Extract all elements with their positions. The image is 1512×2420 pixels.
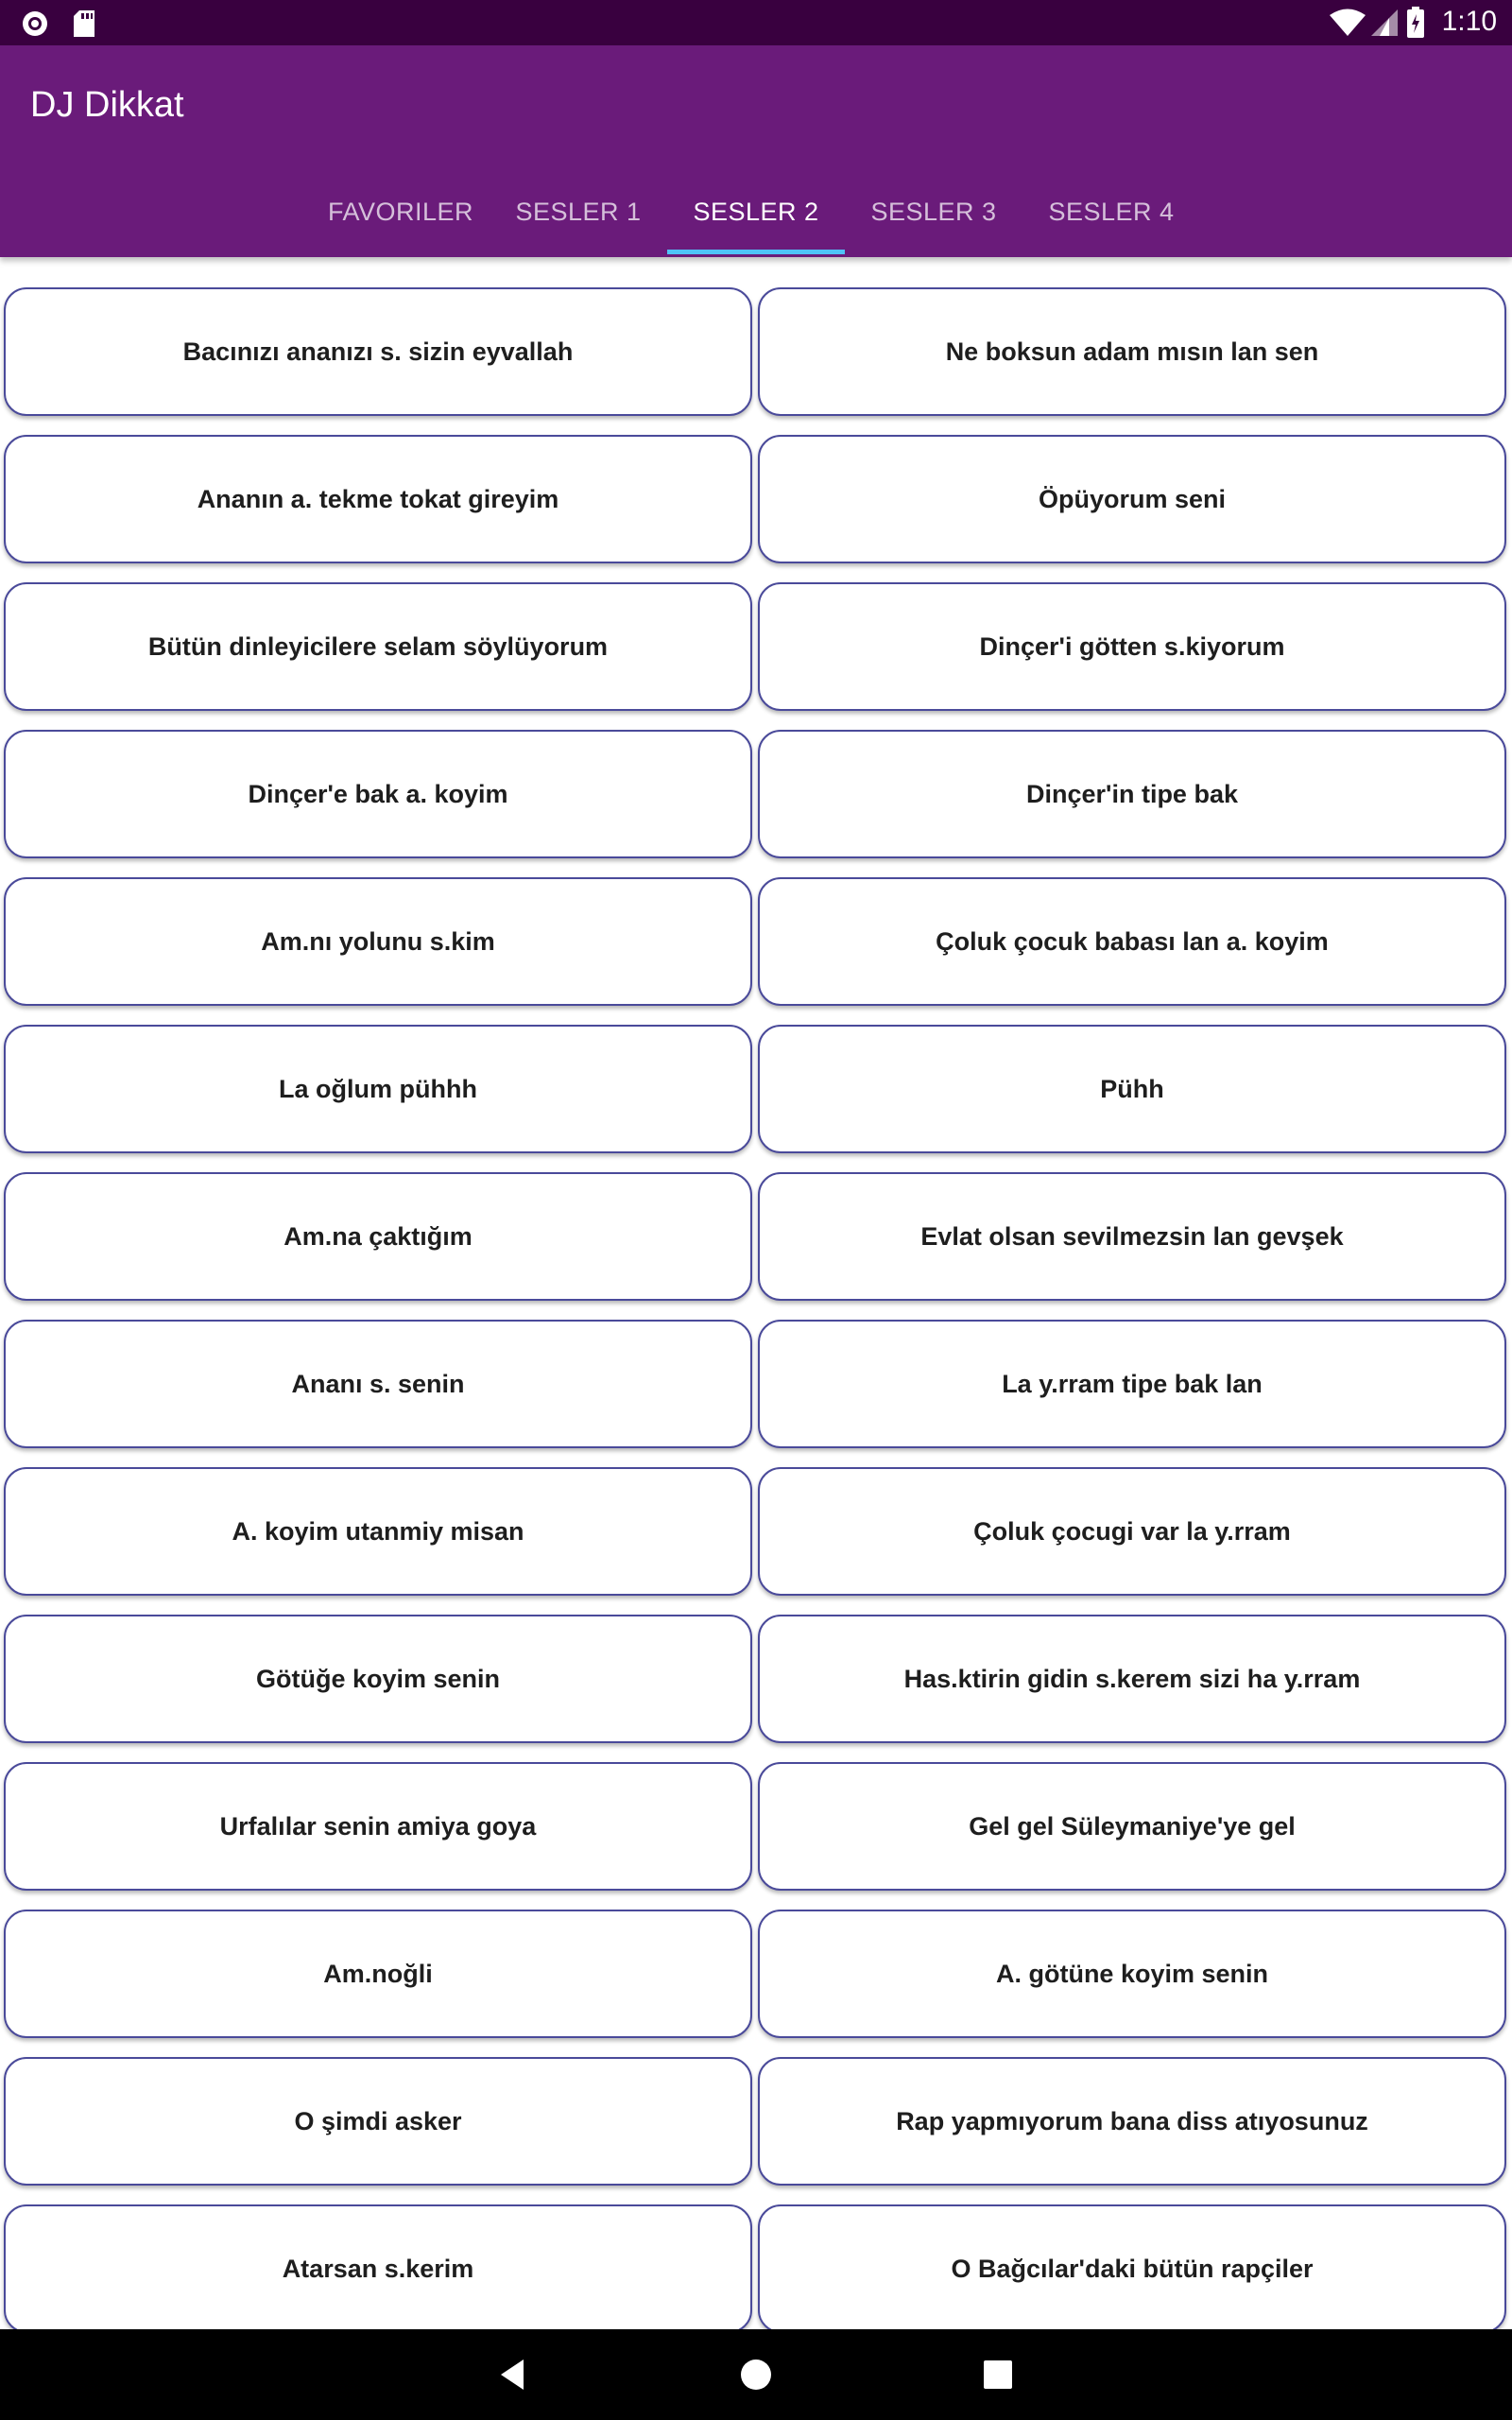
sound-button[interactable]: Rap yapmıyorum bana diss atıyosunuz — [758, 2057, 1506, 2186]
sound-button[interactable]: Bacınızı ananızı s. sizin eyvallah — [4, 287, 752, 416]
sound-button[interactable]: Çoluk çocuk babası lan a. koyim — [758, 877, 1506, 1006]
home-icon[interactable] — [733, 2352, 779, 2397]
battery-icon — [1406, 7, 1425, 39]
sound-button[interactable]: Dinçer'e bak a. koyim — [4, 730, 752, 858]
tab-sesler-4[interactable]: SESLER 4 — [1048, 197, 1175, 226]
sound-button[interactable]: Ananın a. tekme tokat gireyim — [4, 435, 752, 563]
tab-sesler-3[interactable]: SESLER 3 — [870, 197, 997, 226]
active-tab-indicator — [667, 250, 845, 254]
sound-button[interactable]: A. götüne koyim senin — [758, 1910, 1506, 2038]
tab-favoriler[interactable]: FAVORILER — [327, 197, 474, 226]
sound-button[interactable]: Götüğe koyim senin — [4, 1615, 752, 1743]
navigation-bar — [0, 2329, 1512, 2420]
sound-list[interactable] — [0, 257, 1512, 2329]
back-icon[interactable] — [491, 2352, 537, 2397]
wifi-icon — [1329, 9, 1366, 37]
sound-button[interactable]: Has.ktirin gidin s.kerem sizi ha y.rram — [758, 1615, 1506, 1743]
tab-sesler-2[interactable]: SESLER 2 — [693, 197, 819, 226]
sound-button[interactable]: O şimdi asker — [4, 2057, 752, 2186]
app-title: DJ Dikkat — [30, 85, 184, 125]
tab-sesler-1[interactable]: SESLER 1 — [515, 197, 642, 226]
sound-button[interactable]: Pühh — [758, 1025, 1506, 1153]
sound-button[interactable]: O Bağcılar'daki bütün rapçiler — [758, 2204, 1506, 2329]
sound-button[interactable]: Am.na çaktığım — [4, 1172, 752, 1301]
sound-button[interactable]: Öpüyorum seni — [758, 435, 1506, 563]
status-bar — [0, 0, 1512, 45]
app-bar — [0, 45, 1512, 257]
tab-bar — [0, 166, 1512, 257]
sound-button[interactable]: La y.rram tipe bak lan — [758, 1320, 1506, 1448]
sound-button[interactable]: Dinçer'in tipe bak — [758, 730, 1506, 858]
sound-button[interactable]: Am.nı yolunu s.kim — [4, 877, 752, 1006]
sound-button[interactable]: Ne boksun adam mısın lan sen — [758, 287, 1506, 416]
sound-button[interactable]: Bütün dinleyicilere selam söylüyorum — [4, 582, 752, 711]
signal-icon — [1370, 9, 1399, 37]
sound-button[interactable]: A. koyim utanmiy misan — [4, 1467, 752, 1596]
sound-button[interactable]: Evlat olsan sevilmezsin lan gevşek — [758, 1172, 1506, 1301]
sound-button[interactable]: Urfalılar senin amiya goya — [4, 1762, 752, 1891]
sound-button[interactable]: Atarsan s.kerim — [4, 2204, 752, 2329]
status-time: 1:10 — [1441, 6, 1497, 37]
sound-button[interactable]: Am.noğli — [4, 1910, 752, 2038]
notification-circle-icon — [21, 9, 49, 38]
sound-button[interactable]: La oğlum pühhh — [4, 1025, 752, 1153]
sound-button[interactable]: Dinçer'i götten s.kiyorum — [758, 582, 1506, 711]
sound-button[interactable]: Ananı s. senin — [4, 1320, 752, 1448]
sound-button[interactable]: Gel gel Süleymaniye'ye gel — [758, 1762, 1506, 1891]
sound-button[interactable]: Çoluk çocugi var la y.rram — [758, 1467, 1506, 1596]
sd-card-icon — [72, 9, 96, 38]
recents-icon[interactable] — [975, 2352, 1021, 2397]
